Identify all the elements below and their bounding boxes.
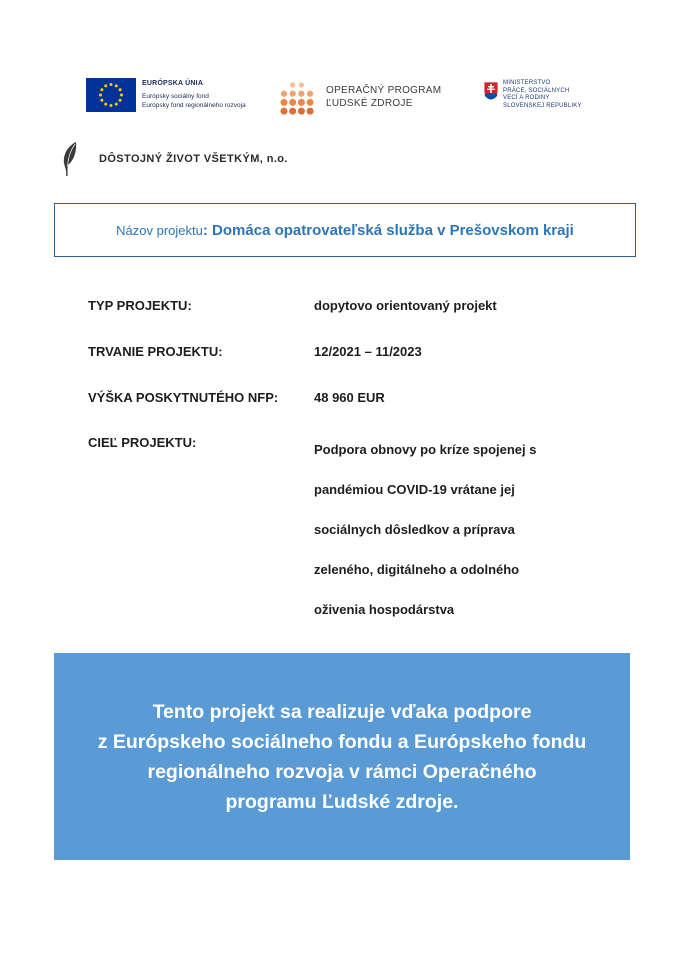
banner-line: programu Ľudské zdroje.: [225, 790, 459, 813]
eu-star-icon: [99, 94, 102, 97]
eu-logo-text: [142, 79, 246, 110]
type-value: dopytovo orientovaný projekt: [314, 298, 497, 313]
eu-title: EURÓPSKA ÚNIA: [142, 80, 204, 87]
duration-value: 12/2021 – 11/2023: [314, 344, 422, 359]
op-line-2: ĽUDSKÉ ZDROJE: [326, 98, 413, 109]
eu-star-icon: [119, 99, 122, 102]
goal-line: zeleného, digitálneho a odolného: [314, 562, 520, 577]
duration-label: TRVANIE PROJEKTU:: [88, 344, 223, 359]
goal-line: sociálnych dôsledkov a príprava: [314, 522, 515, 537]
op-dot-icon: [290, 91, 296, 97]
op-logo-text: [326, 84, 441, 110]
eu-star-icon: [110, 83, 113, 86]
eu-fund-line-1: Európsky sociálny fond: [142, 93, 209, 100]
op-dot-icon: [289, 108, 296, 115]
eu-star-icon: [119, 88, 122, 91]
goal-value: [314, 430, 614, 630]
eu-star-icon: [104, 103, 107, 106]
op-dots-logo: [279, 80, 315, 116]
nfp-value: 48 960 EUR: [314, 390, 385, 405]
eu-star-icon: [115, 103, 118, 106]
project-name-value: Domáca opatrovateľská služba v Prešovskom kraji: [212, 221, 574, 239]
project-name-label: Názov projektu: [116, 222, 203, 238]
op-dot-icon: [281, 108, 288, 115]
ministry-logo-text: [503, 80, 582, 110]
op-dot-icon: [290, 82, 295, 87]
op-line-1: OPERAČNÝ PROGRAM: [326, 85, 442, 96]
ministry-line-4: SLOVENSKEJ REPUBLIKY: [503, 102, 582, 109]
goal-label: CIEĽ PROJEKTU:: [88, 435, 197, 450]
eu-star-icon: [110, 104, 113, 107]
op-dot-icon: [299, 82, 304, 87]
organization-name: DÔSTOJNÝ ŽIVOT VŠETKÝM, n.o.: [99, 153, 288, 165]
ministry-line-2: PRÁCE, SOCIÁLNYCH: [503, 87, 570, 94]
ministry-line-3: VECÍ A RODINY: [503, 95, 550, 101]
project-name-box: [54, 203, 636, 257]
eu-star-icon: [120, 94, 123, 97]
ministry-line-1: MINISTERSTVO: [503, 80, 551, 86]
eu-star-icon: [100, 88, 103, 91]
op-dot-icon: [298, 91, 304, 97]
op-dot-icon: [307, 108, 314, 115]
op-dot-icon: [281, 99, 288, 106]
goal-line: Podpora obnovy po kríze spojenej s: [314, 442, 537, 457]
feather-logo-icon: [60, 141, 80, 177]
funding-banner: [54, 653, 630, 860]
op-dot-icon: [281, 91, 287, 97]
eu-star-icon: [104, 84, 107, 87]
op-dot-icon: [307, 99, 314, 106]
op-dot-icon: [298, 108, 305, 115]
eu-flag-logo: [86, 78, 136, 112]
eu-star-icon: [115, 84, 118, 87]
banner-line: regionálneho rozvoja v rámci Operačného: [147, 760, 537, 783]
banner-line: z Európskeho sociálneho fondu a Európskeho fondu: [97, 730, 587, 753]
banner-line: Tento projekt sa realizuje vďaka podpore: [152, 700, 532, 723]
op-dot-icon: [298, 99, 305, 106]
project-name-colon: :: [202, 221, 213, 239]
op-dot-icon: [307, 91, 313, 97]
eu-fund-line-2: Európsky fond regionálneho rozvoja: [142, 102, 246, 109]
slovak-coat-of-arms-icon: [483, 81, 499, 101]
goal-line: pandémiou COVID-19 vrátane jej: [314, 482, 515, 497]
nfp-label: VÝŠKA POSKYTNUTÉHO NFP:: [88, 390, 279, 405]
goal-line: oživenia hospodárstva: [314, 602, 455, 617]
eu-star-icon: [100, 99, 103, 102]
op-dot-icon: [289, 99, 296, 106]
type-label: TYP PROJEKTU:: [88, 298, 192, 313]
